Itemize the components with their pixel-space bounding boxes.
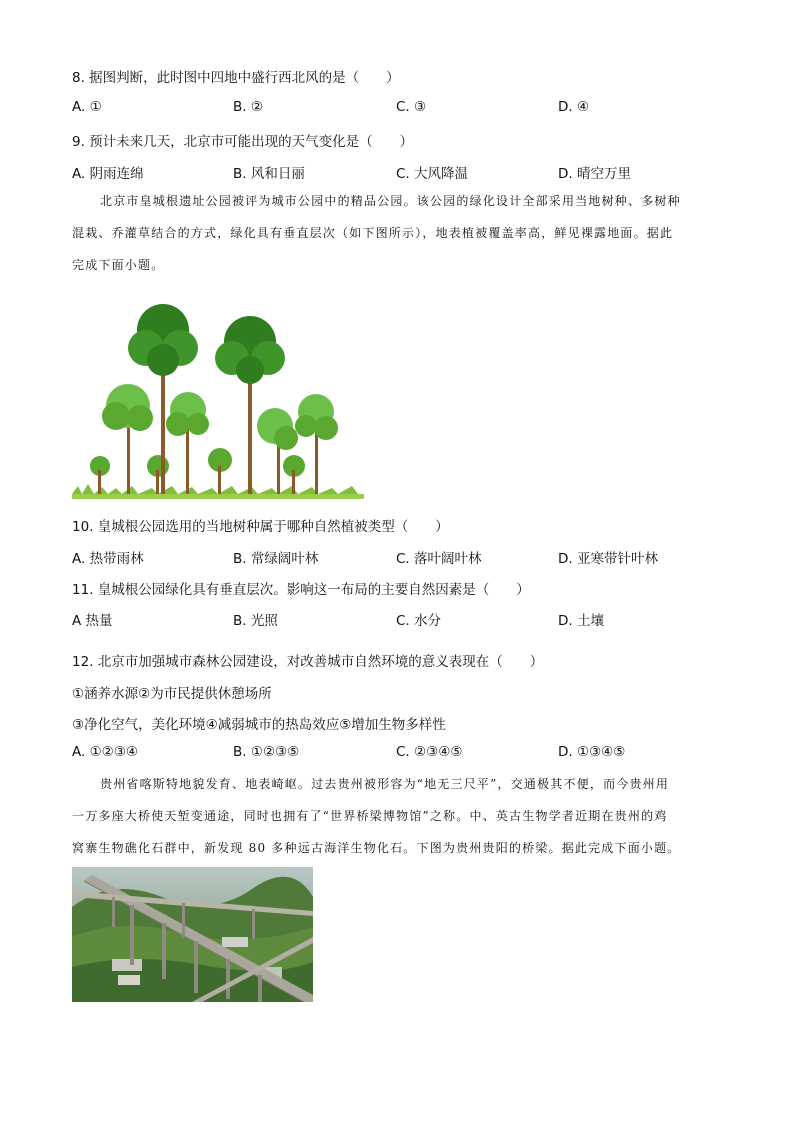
passage-guizhou — [72, 768, 722, 864]
q9-option-a: A. 阴雨连绵 — [72, 166, 144, 182]
q10-option-c: C. 落叶阔叶林 — [396, 551, 482, 567]
q11-stem: 11. 皇城根公园绿化具有垂直层次。影响这一布局的主要自然因素是（ ） — [72, 582, 530, 598]
q9-option-d: D. 晴空万里 — [558, 166, 631, 182]
q12-option-d: D. ①③④⑤ — [558, 744, 626, 760]
q11-option-a: A 热量 — [72, 613, 113, 629]
q10-option-a: A. 热带雨林 — [72, 551, 144, 567]
q12-statement-2: ③净化空气，美化环境④减弱城市的热岛效应⑤增加生物多样性 — [72, 717, 446, 733]
q11-option-d: D. 土壤 — [558, 613, 604, 629]
passage-guizhou-line-3: 窝寨生物礁化石群中，新发现 80 多种远古海洋生物化石。下图为贵州贵阳的桥梁。据此完成下面小题。 — [72, 841, 681, 855]
q10-stem: 10. 皇城根公园选用的当地树种属于哪种自然植被类型（ ） — [72, 519, 449, 535]
q12-option-c: C. ②③④⑤ — [396, 744, 463, 760]
q8-option-c: C. ③ — [396, 99, 427, 115]
passage-guizhou-line-1: 贵州省喀斯特地貌发育、地表崎岖。过去贵州被形容为“地无三尺平”，交通极其不便，而今贵州用 — [100, 777, 670, 791]
passage-guizhou-line-2: 一万多座大桥使天堑变通途，同时也拥有了“世界桥梁博物馆”之称。中、英古生物学者近期在贵州的鸡 — [72, 809, 668, 823]
q8-option-a: A. ① — [72, 99, 102, 115]
q12-stem: 12. 北京市加强城市森林公园建设，对改善城市自然环境的意义表现在（ ） — [72, 654, 544, 670]
q12-option-a: A. ①②③④ — [72, 744, 138, 760]
q8-stem: 8. 据图判断，此时图中四地中盛行西北风的是（ ） — [72, 70, 400, 86]
q10-option-d: D. 亚寒带针叶林 — [558, 551, 658, 567]
q8-option-d: D. ④ — [558, 99, 590, 115]
q12-option-b: B. ①②③⑤ — [233, 744, 300, 760]
vertical-layer-trees-figure — [72, 298, 364, 503]
q9-stem: 9. 预计未来几天，北京市可能出现的天气变化是（ ） — [72, 134, 414, 150]
q10-option-b: B. 常绿阔叶林 — [233, 551, 319, 567]
q9-option-b: B. 风和日丽 — [233, 166, 305, 182]
passage-park-line-1: 北京市皇城根遗址公园被评为城市公园中的精品公园。该公园的绿化设计全部采用当地树种、多树种 — [100, 194, 681, 208]
passage-park — [72, 185, 722, 281]
q11-option-b: B. 光照 — [233, 613, 278, 629]
passage-park-line-3: 完成下面小题。 — [72, 258, 165, 272]
q11-option-c: C. 水分 — [396, 613, 442, 629]
q9-option-c: C. 大风降温 — [396, 166, 469, 182]
guiyang-bridge-photo — [72, 867, 313, 1002]
q12-statement-1: ①涵养水源②为市民提供休憩场所 — [72, 686, 272, 702]
passage-park-line-2: 混栽、乔灌草结合的方式，绿化具有垂直层次（如下图所示），地表植被覆盖率高，鲜见裸露地面。据此 — [72, 226, 674, 240]
q8-option-b: B. ② — [233, 99, 263, 115]
